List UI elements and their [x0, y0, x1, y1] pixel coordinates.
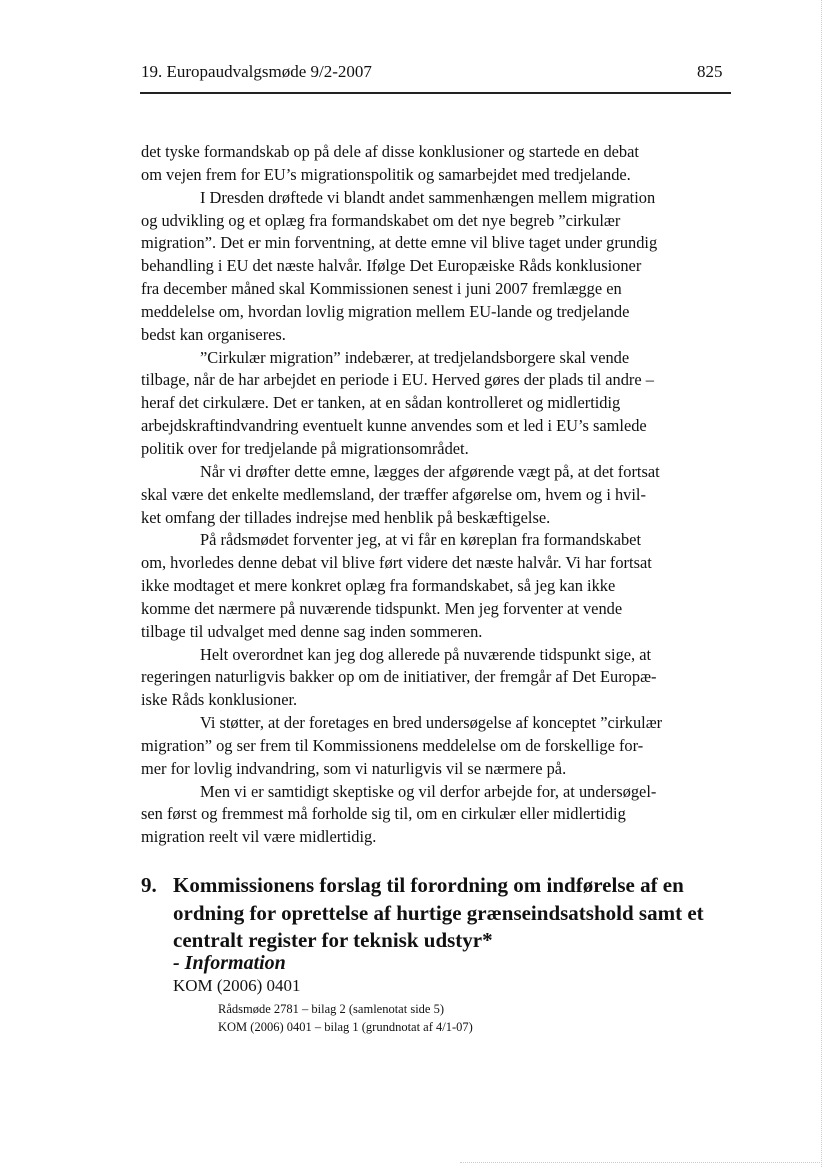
- attachment-item: Rådsmøde 2781 – bilag 2 (samlenotat side 5): [218, 1002, 445, 1016]
- header-rule: [140, 92, 731, 94]
- body-text: [141, 141, 741, 849]
- paragraph-line: mer for lovlig indvandring, som vi naturligvis vil se nærmere på.: [141, 758, 567, 778]
- paragraph-line: Men vi er samtidigt skeptiske og vil derfor arbejde for, at undersøgel-: [200, 781, 657, 801]
- paragraph-line: det tyske formandskab op på dele af disse konklusioner og startede en debat: [141, 142, 639, 161]
- paragraph: [141, 141, 741, 187]
- paragraph-line: migration” og ser frem til Kommissionens meddelelse om de forskellige for-: [141, 735, 644, 755]
- paragraph-line: og udvikling og et oplæg fra formandskabet om det nye begreb ”cirkulær: [141, 210, 621, 230]
- paragraph: [141, 347, 741, 461]
- paragraph: [141, 712, 741, 781]
- paragraph-line: om, hvorledes denne debat vil blive ført videre det næste halvår. Vi har fortsat: [141, 553, 652, 573]
- paragraph-line: heraf det cirkulære. Det er tanken, at en sådan kontrolleret og midlertidig: [141, 393, 621, 413]
- paragraph-line: bedst kan organiseres.: [141, 324, 286, 344]
- paragraph-line: meddelelse om, hvordan lovlig migration mellem EU-lande og tredjelande: [141, 301, 630, 321]
- paragraph: [141, 187, 741, 347]
- section-title-line: Kommissionens forslag til forordning om indførelse af en: [173, 873, 684, 897]
- paragraph-line: arbejdskraftindvandring eventuelt kunne anvendes som et led i EU’s samlede: [141, 416, 647, 436]
- paragraph-line: regeringen naturligvis bakker op om de initiativer, der fremgår af Det Europæ-: [141, 667, 657, 687]
- paragraph: [141, 644, 741, 713]
- section-title: [173, 872, 704, 955]
- paragraph-line: sen først og fremmest må forholde sig til, om en cirkulær eller midlertidig: [141, 804, 626, 824]
- paragraph-line: tilbage, når de har arbejdet en periode i EU. Herved gøres der plads til andre –: [141, 370, 654, 390]
- paragraph-line: I Dresden drøftede vi blandt andet sammenhængen mellem migration: [200, 187, 656, 207]
- paragraph-line: ”Cirkulær migration” indebærer, at tredjelandsborgere skal vende: [200, 347, 630, 367]
- paragraph-line: tilbage til udvalget med denne sag inden sommeren.: [141, 621, 483, 641]
- paragraph-line: migration”. Det er min forventning, at dette emne vil blive taget under grundig: [141, 233, 658, 253]
- paragraph-line: skal være det enkelte medlemsland, der træffer afgørelse om, hvem og i hvil-: [141, 484, 646, 504]
- paragraph-line: På rådsmødet forventer jeg, at vi får en køreplan fra formandskabet: [200, 530, 642, 550]
- paragraph-line: behandling i EU det næste halvår. Ifølge Det Europæiske Råds konklusioner: [141, 256, 642, 276]
- paragraph: [141, 461, 741, 530]
- paragraph-line: ikke modtaget et mere konkret oplæg fra formandskabet, så jeg kan ikke: [141, 576, 616, 596]
- scan-edge: [821, 0, 823, 1167]
- section-subtitle: - Information: [173, 952, 286, 974]
- running-header-title: 19. Europaudvalgsmøde 9/2-2007: [141, 62, 372, 81]
- paragraph-line: fra december måned skal Kommissionen senest i juni 2007 fremlægge en: [141, 279, 622, 299]
- paragraph: [141, 529, 741, 643]
- paragraph-line: Vi støtter, at der foretages en bred undersøgelse af konceptet ”cirkulær: [200, 713, 663, 733]
- paragraph-line: Når vi drøfter dette emne, lægges der afgørende vægt på, at det fortsat: [200, 461, 660, 481]
- section-title-line: ordning for oprettelse af hurtige grænseindsatshold samt et: [173, 900, 704, 925]
- paragraph-line: politik over for tredjelande på migrationsområdet.: [141, 438, 469, 458]
- attachment-list: [218, 1000, 473, 1036]
- section-title-line: centralt register for teknisk udstyr*: [173, 928, 493, 952]
- section-number: 9.: [141, 873, 157, 897]
- paragraph-line: ket omfang der tillades indrejse med henblik på beskæftigelse.: [141, 507, 551, 527]
- paragraph-line: Helt overordnet kan jeg dog allerede på nuværende tidspunkt sige, at: [200, 644, 652, 664]
- paragraph: [141, 781, 741, 850]
- paragraph-line: komme det nærmere på nuværende tidspunkt. Men jeg forventer at vende: [141, 598, 623, 618]
- section-reference: KOM (2006) 0401: [173, 976, 301, 995]
- paragraph-line: iske Råds konklusioner.: [141, 690, 298, 710]
- paragraph-line: migration reelt vil være midlertidig.: [141, 827, 377, 847]
- paragraph-line: om vejen frem for EU’s migrationspolitik og samarbejdet med tredjelande.: [141, 164, 631, 184]
- page-number: 825: [697, 62, 723, 81]
- attachment-item: KOM (2006) 0401 – bilag 1 (grundnotat af 4/1-07): [218, 1020, 473, 1034]
- scan-edge-bottom: [460, 1162, 820, 1163]
